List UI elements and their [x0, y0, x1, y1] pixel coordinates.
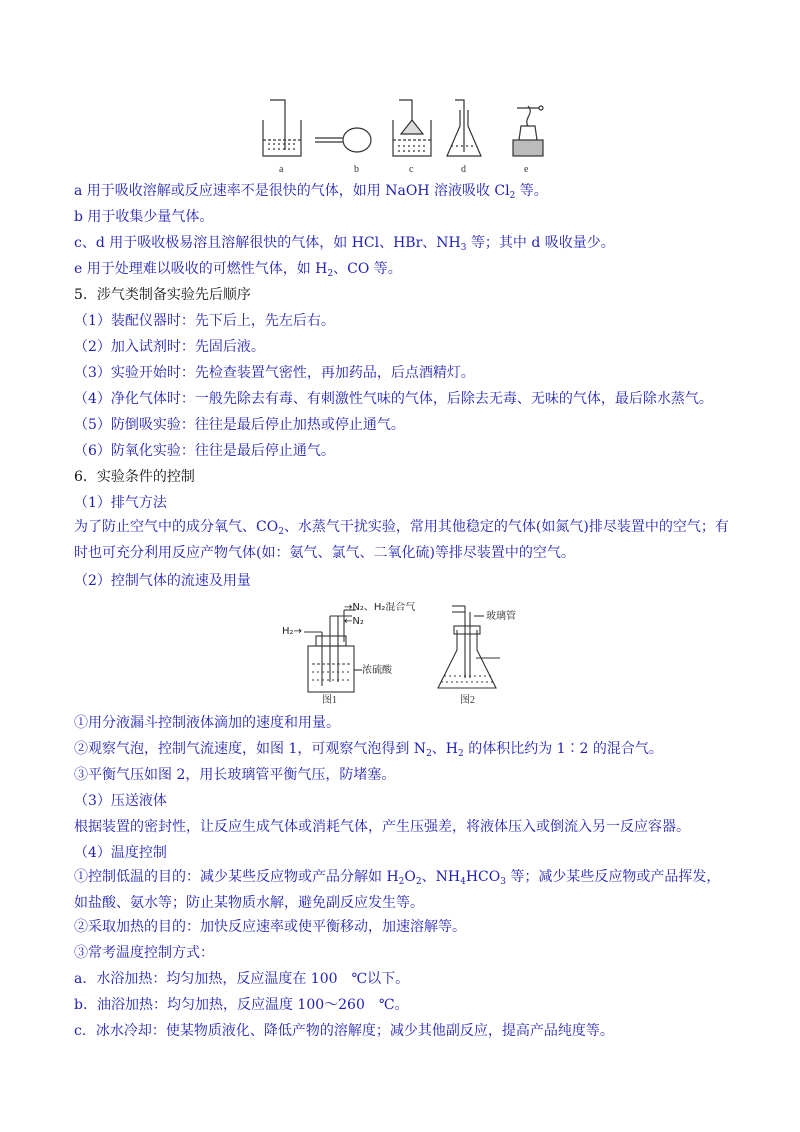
order-item-1: （1）装配仪器时：先下后上，先左后右。 — [74, 313, 335, 329]
flow-line-3: ③平衡气压如图 2，用长玻璃管平衡气压，防堵塞。 — [74, 767, 396, 783]
s4-title: （4）温度控制 — [74, 845, 167, 861]
order-item-6: （6）防氧化实验：往往是最后停止通气。 — [74, 443, 335, 459]
s4-p1-sub2: 2 — [415, 877, 422, 887]
sec-a-pre: a 用于吸收溶解或反应速率不是很快的气体，如用 NaOH 溶液吸收 Cl — [74, 183, 510, 199]
s4-b: b．油浴加热：均匀加热，反应温度 100～260 ℃。 — [74, 997, 409, 1013]
s4-c: c．冰水冷却：使某物质液化、降低产物的溶解度；减少其他副反应，提高产品纯度等。 — [74, 1023, 614, 1039]
heading-5: 5．涉气类制备实验先后顺序 — [74, 287, 251, 303]
s4-p1-c: 、NH — [421, 869, 461, 885]
s4-p1-sub4: 3 — [500, 877, 506, 887]
sec-e-post: 、CO 等。 — [333, 261, 402, 277]
sec-cd-line — [74, 234, 615, 252]
heading-6: 6．实验条件的控制 — [74, 469, 195, 485]
s4-p1-sub1: 2 — [398, 877, 405, 887]
s3-text: 根据装置的密封性，让反应生成气体或消耗气体，产生压强差，将液体压入或倒流入另一反应容器。 — [74, 819, 690, 835]
flow-line-1: ①用分液漏斗控制液体滴加的速度和用量。 — [74, 715, 340, 731]
sec-e-pre: e 用于处理难以吸收的可燃性气体，如 H — [74, 261, 328, 277]
s1-post: 、水蒸气干扰实验，常用其他稳定的气体(如氮气)排尽装置中的空气；有时也可充分利用反应产物气体(如：氨气、氯气、二氧化硫)等排尽装置中的空气。 — [74, 519, 729, 561]
apparatus-svg — [255, 98, 555, 178]
s4-p1-b: O — [404, 869, 416, 885]
fig-label-c: c — [409, 164, 414, 175]
s1-title: （1）排气方法 — [74, 495, 167, 511]
fig2-caption: 图2 — [460, 695, 475, 706]
order-item-5: （5）防倒吸实验：往往是最后停止加热或停止通气。 — [74, 417, 405, 433]
flow-l2-post: 的体积比约为 1∶2 的混合气。 — [463, 741, 663, 757]
s4-p1-e: 等；减少某些反应物或产品挥发，如盐酸、氨水等；防止某物质水解，避免副反应发生等。 — [74, 869, 721, 911]
order-item-4: （4）净化气体时：一般先除去有毒、有刺激性气味的气体，后除去无毒、无味的气体，最后除水蒸气。 — [74, 391, 713, 407]
flow-l2-sub2: 2 — [458, 749, 464, 759]
s4-p1-a: ①控制低温的目的：减少某些反应物或产品分解如 H — [74, 869, 399, 885]
gas-flow-figure — [282, 602, 542, 706]
fig-label-d: d — [461, 164, 466, 175]
s2-title: （2）控制气体的流速及用量 — [74, 573, 251, 589]
fig1-caption: 图1 — [322, 695, 337, 706]
h2-label: H₂→ — [282, 626, 302, 637]
s1-sub: 2 — [278, 527, 284, 537]
acid-label: 浓硫酸 — [362, 665, 392, 676]
sec-a-post: 等。 — [515, 183, 548, 199]
sec-b-line: b 用于收集少量气体。 — [74, 209, 214, 225]
s4-p1 — [74, 864, 730, 916]
sec-e-line — [74, 260, 402, 278]
s3-title: （3）压送液体 — [74, 793, 167, 809]
flow-line-2 — [74, 740, 663, 758]
fig-label-e: e — [524, 164, 529, 175]
s4-p1-d: HCO — [465, 869, 501, 885]
s4-p2: ②采取加热的目的：加快反应速率或使平衡移动，加速溶解等。 — [74, 919, 466, 935]
sec-a-sub: 2 — [509, 191, 516, 201]
flow-l2-pre: ②观察气泡，控制气流速度，如图 1，可观察气泡得到 N — [74, 741, 427, 757]
gas-flow-svg — [282, 602, 542, 706]
s4-a: a．水浴加热：均匀加热，反应温度在 100 ℃以下。 — [74, 971, 410, 987]
fig-label-b: b — [354, 164, 359, 175]
sec-cd-pre: c、d 用于吸收极易溶且溶解很快的气体，如 HCl、HBr、NH — [74, 235, 461, 251]
flow-l2-mid: 、H — [431, 741, 459, 757]
order-item-3: （3）实验开始时：先检查装置气密性，再加药品，后点酒精灯。 — [74, 365, 475, 381]
s4-p1-sub3: 4 — [460, 877, 466, 887]
n2-label: ←N₂ — [344, 616, 364, 627]
fig-label-a: a — [279, 164, 284, 175]
mix-gas-label: →N₂、H₂混合气 — [344, 602, 416, 613]
s4-p3: ③常考温度控制方式： — [74, 945, 214, 961]
flow-l2-sub1: 2 — [426, 749, 432, 759]
sec-e-sub: 2 — [327, 269, 334, 279]
sec-cd-sub: 3 — [460, 243, 467, 253]
s1-pre: 为了防止空气中的成分氧气、CO — [74, 519, 279, 535]
s1-paragraph — [74, 514, 730, 566]
sec-a-line — [74, 182, 548, 200]
absorption-apparatus-figure — [255, 98, 555, 178]
sec-cd-post: 等；其中 d 吸收量少。 — [466, 235, 615, 251]
order-item-2: （2）加入试剂时：先固后液。 — [74, 339, 265, 355]
glass-tube-label: 玻璃管 — [486, 611, 516, 622]
